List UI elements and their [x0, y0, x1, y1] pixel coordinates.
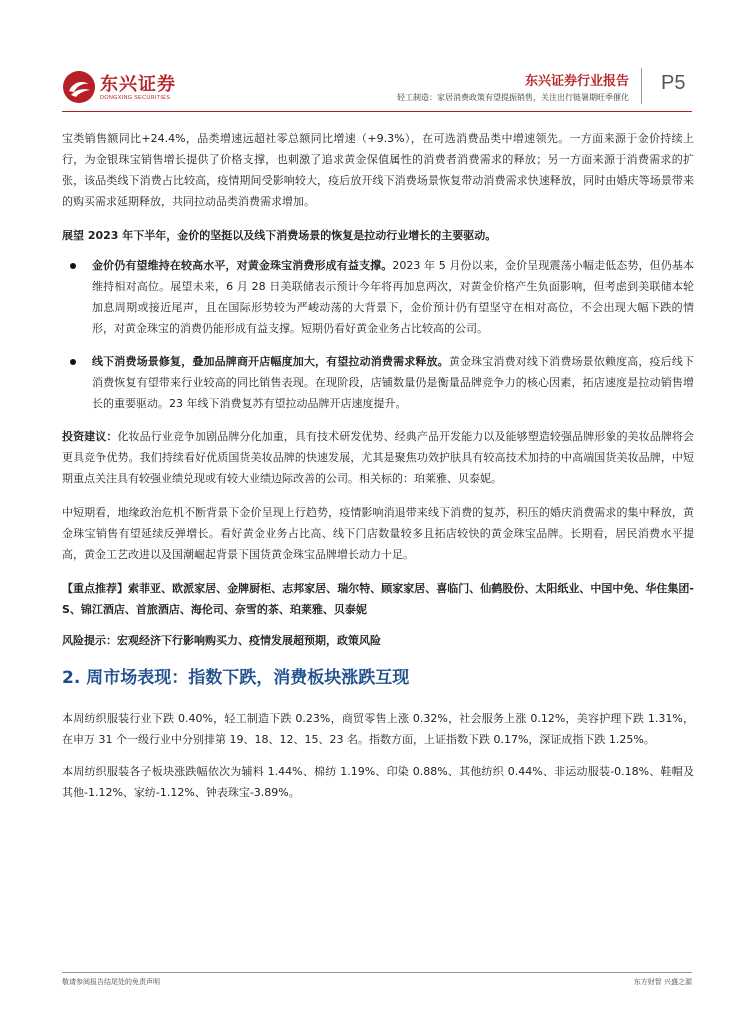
- company-logo: [62, 68, 202, 108]
- bullet-offline-recovery-heading: 线下消费场景修复，叠加品牌商开店幅度加大，有望拉动消费需求释放。: [92, 355, 449, 368]
- paragraph-mid-term-view: 中短期看，地缘政治危机不断背景下金价呈现上行趋势，疫情影响消退带来线下消费的复苏，积压的婚庆消费需求的集中释放，黄金珠宝销售有望延续反弹增长。看好黄金业务占比高、线下门店数量较多且拓店较快的黄金珠宝品牌。长期看，居民消费水平提高，黄金工艺改进以及国潮崛起背景下国货黄金珠宝品牌增长动力十足。: [62, 506, 694, 561]
- header-rule: [62, 111, 692, 112]
- logo-icon: [62, 70, 96, 104]
- report-title: 东兴证券行业报告: [524, 74, 629, 89]
- page-header: [0, 0, 755, 112]
- bullet-gold-price-body: 2023 年 5 月份以来，金价呈现震荡小幅走低态势，但仍基本维持相对高位。展望未来，6 月 28 日美联储表示预计今年将再加息两次，对黄金价格产生负面影响，但考虑到美联储本轮加息周期或接近尾声，且在国际形势较为严峻动荡的大背景下，金价预计仍有望坚守在相对高位，不会出现大幅下跌的情形，对黄金珠宝的消费仍能形成有益支撑。短期仍看好黄金业务占比较高的公司。: [92, 259, 695, 335]
- footer-slogan: 东方财智 兴盛之源: [633, 978, 692, 986]
- logo-text-en: DONGXING SECURITIES: [100, 95, 171, 101]
- footer-disclaimer: 敬请参阅报告结尾处的免责声明: [62, 978, 160, 986]
- bullet-gold-price: [62, 255, 694, 339]
- paragraph-outlook: 展望 2023 年下半年，金价的坚挺以及线下消费场景的恢复是拉动行业增长的主要驱动。: [62, 229, 497, 242]
- bullet-offline-recovery-body: 黄金珠宝消费对线下消费场景依赖度高，疫后线下消费恢复有望带来行业较高的同比销售表现。在现阶段，店铺数量仍是衡量品牌竞争力的核心因素，拓店速度是拉动销售增长的重要驱动。23 年线下消费复苏有望拉动品牌开店速度提升。: [92, 355, 694, 410]
- investment-advice-label: 投资建议：: [62, 430, 118, 443]
- bullet-gold-price-heading: 金价仍有望维持在较高水平，对黄金珠宝消费形成有益支撑。: [92, 259, 393, 272]
- report-subtitle: 轻工制造：家居消费政策有望提振销售，关注出行链暑期旺季催化: [397, 93, 629, 102]
- paragraph-subsector-performance: 本周纺织服装各子板块涨跌幅依次为辅料 1.44%、棉纺 1.19%、印染 0.88%、其他纺织 0.44%、非运动服装-0.18%、鞋帽及其他-1.12%、家纺-1.12%、钟表珠宝-3.89%。: [62, 765, 694, 799]
- paragraph-investment-advice: [62, 426, 694, 489]
- section-title-market: 2. 周市场表现：指数下跌，消费板块涨跌互现: [62, 668, 410, 688]
- logo-text-cn: 东兴证券: [100, 74, 176, 95]
- bullet-offline-recovery: [62, 351, 694, 414]
- footer-rule: [62, 972, 692, 973]
- main-content: [62, 128, 694, 803]
- paragraph-sales-growth: 宝类销售额同比+24.4%，品类增速远超社零总额同比增速（+9.3%），在可选消费品类中增速领先。一方面来源于金价持续上行，为金银珠宝销售增长提供了价格支撑，也刺激了追求黄金保值属性的消费者消费需求的释放；另一方面来源于消费需求的扩张，该品类线下消费占比较高，疫情期间受影响较大，疫后放开线下消费场景恢复带动消费需求快速释放，同时由婚庆等场景带来的购买需求延期释放，共同拉动品类消费需求增加。: [62, 132, 694, 208]
- paragraph-weekly-performance: 本周纺织服装行业下跌 0.40%，轻工制造下跌 0.23%，商贸零售上涨 0.32%，社会服务上涨 0.12%，美容护理下跌 1.31%，在申万 31 个一级行业中分别排第 19、18、12、15、23 名。指数方面，上证指数下跌 0.17%，深证成指下跌 1.25%。: [62, 712, 694, 746]
- header-divider: [641, 68, 642, 104]
- bullet-icon: [70, 263, 76, 269]
- bullet-offline-recovery-text: [92, 351, 694, 414]
- investment-advice-body: 化妆品行业竞争加剧品牌分化加重，具有技术研发优势、经典产品开发能力以及能够塑造较强品牌形象的美妆品牌将会更具竞争优势。我们持续看好优质国货美妆品牌的快速发展，尤其是聚焦功效护肤具有较高技术加持的中高端国货美妆品牌，中短期重点关注具有较强业绩兑现或有较大业绩边际改善的公司。相关标的：珀莱雅、贝泰妮。: [62, 430, 695, 485]
- bullet-icon: [70, 359, 76, 365]
- risk-warning: 风险提示：宏观经济下行影响购买力、疫情发展超预期，政策风险: [62, 634, 381, 647]
- key-recommendations: 【重点推荐】索菲亚、欧派家居、金牌厨柜、志邦家居、瑞尔特、顾家家居、喜临门、仙鹤股份、太阳纸业、中国中免、华住集团-S、锦江酒店、首旅酒店、海伦司、奈雪的茶、珀莱雅、贝泰妮: [62, 582, 694, 616]
- bullet-gold-price-text: [92, 255, 694, 339]
- page-number: P5: [661, 72, 686, 94]
